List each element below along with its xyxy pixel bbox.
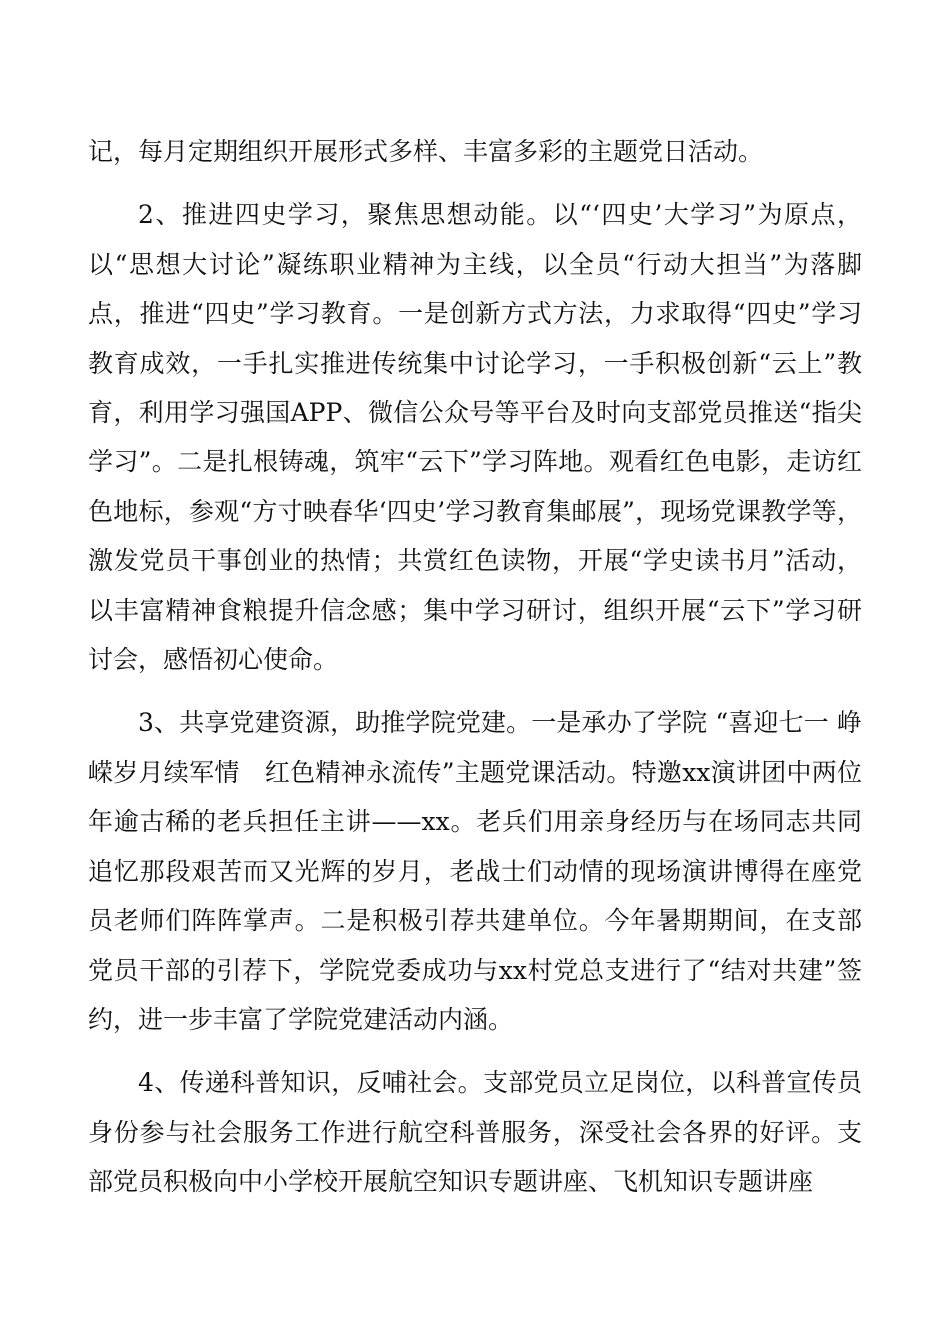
document-body	[88, 127, 862, 1207]
paragraph-gap	[88, 1044, 862, 1058]
paragraph-gap	[88, 684, 862, 698]
paragraph-science-outreach: 4、传递科普知识，反哺社会。支部党员立足岗位，以科普宣传员身份参与社会服务工作进行航空科普服务，深受社会各界的好评。支部党员积极向中小学校开展航空知识专题讲座、飞机知识专题讲座	[88, 1068, 862, 1197]
paragraph-gap	[88, 176, 862, 190]
paragraph-four-histories: 2、推进四史学习，聚焦思想动能。以“‘四史’大学习”为原点，以“思想大讨论”凝练职业精神为主线，以全员“行动大担当”为落脚点，推进“四史”学习教育。一是创新方式方法，力求取得“四史”学习教育成效，一手扎实推进传统集中讨论学习，一手积极创新“云上”教育，利用学习强国APP、微信公众号等平台及时向支部党员推送“指尖学习”。二是扎根铸魂，筑牢“云下”学习阵地。观看红色电影，走访红色地标，参观“方寸映春华‘四史’学习教育集邮展”，现场党课教学等，激发党员干事创业的热情；共赏红色读物，开展“学史读书月”活动，以丰富精神食粮提升信念感；集中学习研讨，组织开展“云下”学习研讨会，感悟初心使命。	[88, 200, 862, 675]
paragraph-party-resources: 3、共享党建资源，助推学院党建。一是承办了学院 “喜迎七一 峥嵘岁月续军情 红色精神永流传”主题党课活动。特邀xx演讲团中两位年逾古稀的老兵担任主讲——xx。老兵们用亲身经历与在场同志共同追忆那段艰苦而又光辉的岁月，老战士们动情的现场演讲博得在座党员老师们阵阵掌声。二是积极引荐共建单位。今年暑期期间，在支部党员干部的引荐下，学院党委成功与xx村党总支进行了“结对共建”签约，进一步丰富了学院党建活动内涵。	[88, 708, 862, 1034]
paragraph-continued: 记，每月定期组织开展形式多样、丰富多彩的主题党日活动。	[88, 137, 764, 166]
